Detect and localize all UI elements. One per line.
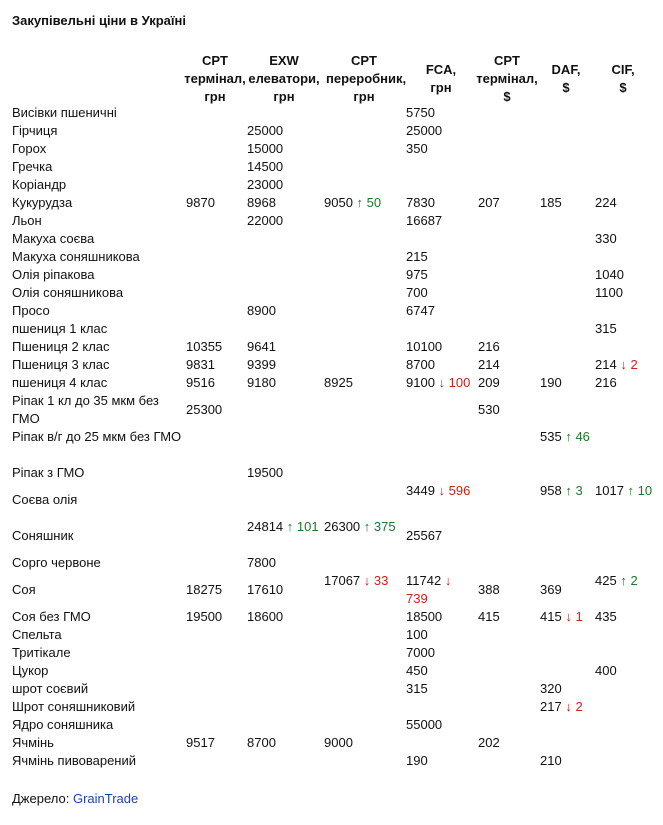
price-value: 9641 (247, 339, 276, 354)
price-cell (406, 266, 476, 284)
price-value: 9180 (247, 375, 276, 390)
price-cell (595, 572, 655, 590)
price-value: 3449 (406, 483, 435, 498)
price-cell (595, 266, 655, 284)
price-value: 14500 (247, 159, 284, 174)
price-cell (595, 320, 655, 338)
price-down-change: ↓ 2 (565, 699, 583, 714)
product-name: Ріпак в/г до 25 мкм без ГМО (12, 429, 182, 444)
table-row (0, 320, 663, 338)
price-cell (406, 302, 476, 320)
price-value: 26300 (324, 519, 361, 534)
price-cell (595, 374, 655, 392)
price-value: 7830 (406, 195, 435, 210)
price-value: 25000 (247, 123, 284, 138)
price-cell (406, 572, 476, 608)
column-header (585, 61, 661, 97)
table-row (0, 734, 663, 752)
table-row (0, 302, 663, 320)
price-down-change: ↓ 2 (620, 357, 638, 372)
price-value: 7000 (406, 645, 435, 660)
source-line (12, 791, 138, 806)
price-value: 19500 (186, 609, 223, 624)
price-value: 100 (406, 627, 428, 642)
table-row (0, 194, 663, 212)
price-cell (247, 734, 322, 752)
price-value: 10100 (406, 339, 443, 354)
price-value: 18600 (247, 609, 284, 624)
price-cell (406, 140, 476, 158)
price-value: 530 (478, 402, 500, 417)
price-value: 700 (406, 285, 428, 300)
price-cell (247, 176, 322, 194)
table-row (0, 572, 663, 608)
price-value: 350 (406, 141, 428, 156)
table-row (0, 248, 663, 266)
price-value: 217 (540, 699, 562, 714)
price-cell (186, 734, 244, 752)
price-cell (186, 401, 244, 419)
price-cell (186, 374, 244, 392)
column-header-line: CIF, (611, 62, 635, 77)
table-row (0, 392, 663, 428)
price-value: 25567 (406, 528, 443, 543)
price-cell (247, 302, 322, 320)
price-cell (540, 374, 594, 392)
column-header-line: CPT (494, 53, 520, 68)
price-cell (478, 608, 536, 626)
column-header-line: термінал, (184, 71, 246, 86)
price-cell (595, 230, 655, 248)
price-cell (595, 284, 655, 302)
price-cell (247, 194, 322, 212)
price-value: 1040 (595, 267, 624, 282)
price-value: 207 (478, 195, 500, 210)
price-cell (324, 734, 404, 752)
price-cell (247, 338, 322, 356)
price-value: 435 (595, 609, 617, 624)
price-cell (406, 356, 476, 374)
table-row (0, 176, 663, 194)
price-up-change: ↑ 3 (565, 483, 583, 498)
table-row (0, 626, 663, 644)
price-value: 185 (540, 195, 562, 210)
price-value: 214 (478, 357, 500, 372)
product-name: Цукор (12, 663, 49, 678)
price-up-change: ↑ 46 (565, 429, 590, 444)
price-value: 18500 (406, 609, 443, 624)
table-row (0, 680, 663, 698)
column-header (177, 52, 253, 106)
table-row (0, 140, 663, 158)
price-value: 400 (595, 663, 617, 678)
price-cell (186, 356, 244, 374)
price-value: 8900 (247, 303, 276, 318)
price-value: 1017 (595, 483, 624, 498)
product-name: шрот соєвий (12, 681, 89, 696)
price-value: 214 (595, 357, 617, 372)
table-row (0, 644, 663, 662)
price-value: 5750 (406, 105, 435, 120)
product-name: пшениця 1 клас (12, 321, 108, 336)
price-cell (478, 374, 536, 392)
price-cell (186, 338, 244, 356)
table-row (0, 752, 663, 770)
price-cell (247, 374, 322, 392)
column-header-line: FCA, (425, 62, 457, 77)
product-name: Просо (12, 303, 50, 318)
price-cell (324, 518, 404, 536)
price-value: 369 (540, 582, 562, 597)
price-value: 11742 (406, 573, 442, 588)
price-value: 17067 (324, 573, 361, 588)
table-row (0, 716, 663, 734)
product-name: Ріпак з ГМО (12, 465, 85, 480)
price-cell (247, 356, 322, 374)
price-up-change: ↑ 2 (620, 573, 638, 588)
table-row (0, 428, 663, 464)
price-up-change: ↑ 50 (356, 195, 382, 210)
table-row (0, 284, 663, 302)
price-cell (406, 752, 476, 770)
table-row (0, 464, 663, 482)
table-row (0, 518, 663, 554)
column-header-line: $ (562, 80, 570, 95)
price-cell (595, 662, 655, 680)
price-value: 9399 (247, 357, 276, 372)
column-header-line: CPT (351, 53, 377, 68)
product-name: Олія соняшникова (12, 285, 124, 300)
product-name: Олія ріпакова (12, 267, 95, 282)
price-value: 24814 (247, 519, 284, 534)
product-name: Соняшник (12, 528, 74, 543)
price-cell (406, 248, 476, 266)
price-value: 9517 (186, 735, 215, 750)
price-value: 425 (595, 573, 617, 588)
price-value: 202 (478, 735, 500, 750)
table-row (0, 266, 663, 284)
price-cell (186, 581, 244, 599)
column-header-line: термінал, (476, 71, 538, 86)
price-value: 415 (540, 609, 562, 624)
product-name: Ріпак 1 кл до 35 мкм без ГМО (12, 393, 159, 426)
price-value: 8925 (324, 375, 353, 390)
price-cell (478, 338, 536, 356)
product-name: Соя без ГМО (12, 609, 91, 624)
price-cell (324, 572, 404, 590)
price-value: 315 (406, 681, 428, 696)
table-row (0, 374, 663, 392)
price-value: 215 (406, 249, 428, 264)
product-name: Соєва олія (12, 492, 78, 507)
price-cell (406, 626, 476, 644)
price-cell (406, 212, 476, 230)
price-cell (247, 581, 322, 599)
table-row (0, 356, 663, 374)
price-value: 23000 (247, 177, 284, 192)
table-row (0, 338, 663, 356)
price-up-change: ↑ 375 (363, 519, 396, 534)
column-header-line: елеватори, (248, 71, 320, 86)
product-name: Пшениця 2 клас (12, 339, 110, 354)
column-header (246, 52, 322, 106)
product-name: Кукурудза (12, 195, 73, 210)
column-header-line: переробник, (326, 71, 407, 86)
price-value: 9870 (186, 195, 215, 210)
table-row (0, 482, 663, 518)
price-down-change: ↓ 33 (363, 573, 389, 588)
price-value: 210 (540, 753, 562, 768)
price-cell (324, 374, 404, 392)
price-cell (406, 716, 476, 734)
price-up-change: ↑ 10 (627, 483, 653, 498)
column-header-line: EXW (269, 53, 299, 68)
price-down-change: ↓ 596 (438, 483, 471, 498)
price-value: 25300 (186, 402, 223, 417)
price-value: 6747 (406, 303, 435, 318)
price-value: 25000 (406, 123, 443, 138)
price-value: 22000 (247, 213, 284, 228)
price-cell (595, 194, 655, 212)
price-value: 55000 (406, 717, 443, 732)
price-cell (478, 401, 536, 419)
price-value: 18275 (186, 582, 223, 597)
price-cell (247, 518, 322, 536)
price-cell (247, 122, 322, 140)
column-header-line: грн (430, 80, 452, 95)
price-cell (247, 140, 322, 158)
price-value: 216 (595, 375, 617, 390)
price-cell (540, 680, 594, 698)
product-name: Висівки пшеничні (12, 105, 117, 120)
table-row (0, 230, 663, 248)
price-cell (186, 194, 244, 212)
table-row (0, 554, 663, 572)
table-row (0, 662, 663, 680)
price-value: 10355 (186, 339, 223, 354)
price-cell (540, 698, 594, 716)
price-cell (247, 464, 322, 482)
column-header-line: $ (503, 89, 511, 104)
price-value: 8700 (247, 735, 276, 750)
price-value: 216 (478, 339, 500, 354)
price-cell (478, 581, 536, 599)
price-value: 958 (540, 483, 562, 498)
price-cell (595, 482, 655, 500)
product-name: Льон (12, 213, 42, 228)
product-name: Пшениця 3 клас (12, 357, 110, 372)
product-name: Гречка (12, 159, 53, 174)
price-down-change: ↓ 1 (565, 609, 583, 624)
product-name: Шрот соняшниковий (12, 699, 136, 714)
product-name: Горох (12, 141, 47, 156)
product-name: Ячмінь (12, 735, 54, 750)
column-header-line: DAF, (551, 62, 581, 77)
price-value: 190 (406, 753, 428, 768)
price-cell (478, 356, 536, 374)
price-value: 209 (478, 375, 500, 390)
price-cell (247, 608, 322, 626)
product-name: Макуха соняшникова (12, 249, 140, 264)
price-cell (478, 734, 536, 752)
price-cell (406, 122, 476, 140)
source-link[interactable]: GrainTrade (72, 791, 139, 806)
table-row (0, 212, 663, 230)
price-value: 9831 (186, 357, 215, 372)
price-cell (406, 104, 476, 122)
price-value: 320 (540, 681, 562, 696)
price-cell (540, 194, 594, 212)
price-up-change: ↑ 101 (286, 519, 319, 534)
column-header (403, 61, 479, 97)
price-cell (406, 644, 476, 662)
price-value: 1100 (595, 285, 623, 300)
price-value: 975 (406, 267, 428, 282)
price-cell (406, 194, 476, 212)
price-cell (406, 608, 476, 626)
price-cell (247, 158, 322, 176)
product-name: Гірчиця (12, 123, 58, 138)
price-value: 9516 (186, 375, 215, 390)
price-down-change: ↓ 739 (406, 573, 452, 606)
price-value: 9100 (406, 375, 435, 390)
table-row (0, 698, 663, 716)
price-cell (186, 608, 244, 626)
product-name: Макуха соєва (12, 231, 95, 246)
price-cell (406, 662, 476, 680)
column-header-line: грн (204, 89, 226, 104)
price-value: 8968 (247, 195, 276, 210)
source-label: Джерело: (12, 791, 70, 806)
price-cell (595, 608, 655, 626)
page-title: Закупівельні ціни в Україні (12, 13, 187, 28)
price-value: 8700 (406, 357, 435, 372)
table-row (0, 122, 663, 140)
price-value: 535 (540, 429, 562, 444)
price-cell (324, 194, 404, 212)
price-value: 190 (540, 375, 562, 390)
price-cell (406, 338, 476, 356)
price-cell (478, 194, 536, 212)
price-cell (540, 608, 594, 626)
price-value: 17610 (247, 582, 284, 597)
price-value: 224 (595, 195, 617, 210)
price-value: 330 (595, 231, 617, 246)
column-header-line: CPT (202, 53, 228, 68)
price-value: 9050 (324, 195, 353, 210)
price-value: 388 (478, 582, 500, 597)
price-value: 7800 (247, 555, 276, 570)
price-cell (247, 554, 322, 572)
price-value: 19500 (247, 465, 284, 480)
price-down-change: ↓ 100 (438, 375, 471, 390)
price-cell (406, 482, 476, 500)
price-cell (247, 212, 322, 230)
price-value: 450 (406, 663, 428, 678)
column-header-line: $ (619, 80, 627, 95)
price-cell (540, 428, 594, 446)
price-cell (540, 581, 594, 599)
price-value: 415 (478, 609, 500, 624)
price-value: 315 (595, 321, 617, 336)
product-name: Ячмінь пивоварений (12, 753, 136, 768)
price-cell (540, 752, 594, 770)
product-name: Сорго червоне (12, 555, 101, 570)
price-cell (595, 356, 655, 374)
price-cell (406, 374, 476, 392)
column-header-line: грн (273, 89, 295, 104)
table-row (0, 104, 663, 122)
product-name: пшениця 4 клас (12, 375, 108, 390)
price-value: 9000 (324, 735, 353, 750)
column-header (326, 52, 407, 106)
table-row (0, 158, 663, 176)
price-value: 15000 (247, 141, 284, 156)
price-cell (406, 680, 476, 698)
price-cell (406, 527, 476, 545)
product-name: Спельта (12, 627, 62, 642)
product-name: Соя (12, 582, 36, 597)
product-name: Тритікале (12, 645, 71, 660)
price-value: 16687 (406, 213, 443, 228)
column-header-line: грн (353, 89, 375, 104)
price-cell (406, 284, 476, 302)
price-cell (540, 482, 594, 500)
product-name: Коріандр (12, 177, 67, 192)
table-row (0, 608, 663, 626)
product-name: Ядро соняшника (12, 717, 114, 732)
